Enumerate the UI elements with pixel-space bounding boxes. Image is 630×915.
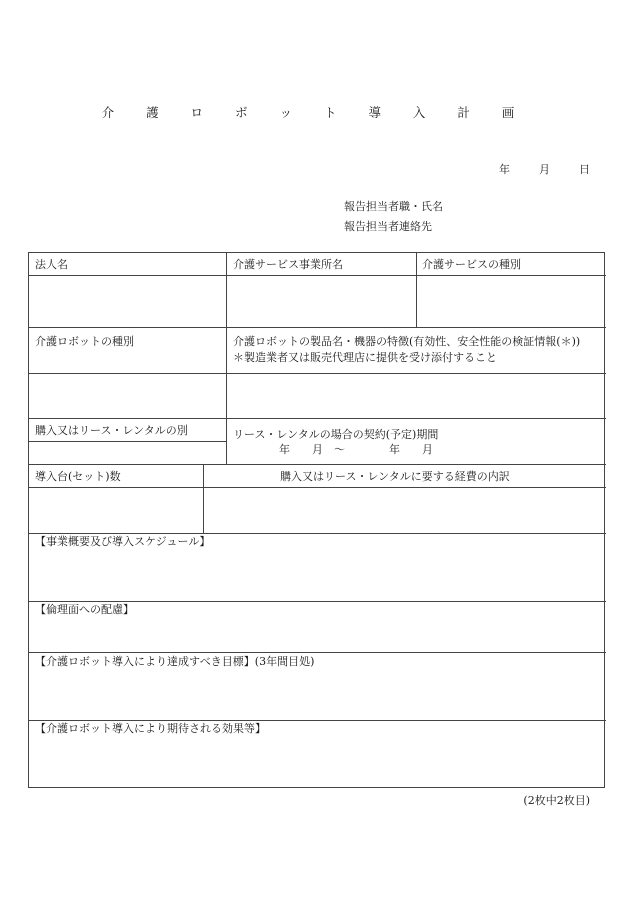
date-line <box>499 161 590 177</box>
row-divider <box>29 487 606 488</box>
col-divider <box>226 253 227 327</box>
robot-product-label: 介護ロボットの製品名・機器の特徴(有効性、安全性能の検証情報(＊)) <box>233 335 581 348</box>
col-divider <box>416 253 417 327</box>
date-year: 年 <box>499 163 510 176</box>
row-divider <box>29 373 606 374</box>
row-divider <box>29 720 606 721</box>
office-name-label: 介護サービス事業所名 <box>233 258 343 271</box>
row-divider <box>29 441 227 442</box>
ethics-label: 【倫理面への配慮】 <box>35 603 134 616</box>
overview-label: 【事業概要及び導入スケジュール】 <box>35 535 211 548</box>
goals-label: 【介護ロボット導入により達成すべき目標】(3年間目処) <box>35 655 315 668</box>
date-month: 月 <box>539 163 550 176</box>
units-count-label: 導入台(セット)数 <box>35 470 121 483</box>
row-divider <box>29 275 606 276</box>
row-divider <box>29 418 606 419</box>
effects-label: 【介護ロボット導入により期待される効果等】 <box>35 722 266 735</box>
row-divider <box>29 327 606 328</box>
purchase-lease-label: 購入又はリース・レンタルの別 <box>35 424 188 437</box>
lease-period-format: 年 月 ～ 年 月 <box>279 443 433 456</box>
service-type-label: 介護サービスの種別 <box>422 258 521 271</box>
row-divider <box>29 601 606 602</box>
page-title: 介 護 ロ ボ ッ ト 導 入 計 画 <box>101 105 529 120</box>
reporter-contact-label: 報告担当者連絡先 <box>344 220 432 233</box>
page-counter: (2枚中2枚目) <box>523 794 590 807</box>
corp-name-label: 法人名 <box>35 258 68 271</box>
robot-product-note: ＊製造業者又は販売代理店に提供を受け添付すること <box>233 351 497 364</box>
row-divider <box>29 464 606 465</box>
date-day: 日 <box>579 163 590 176</box>
plan-form <box>28 252 605 788</box>
cost-breakdown-label: 購入又はリース・レンタルに要する経費の内訳 <box>280 470 510 483</box>
row-divider <box>29 533 606 534</box>
reporter-name-label: 報告担当者職・氏名 <box>344 200 443 213</box>
col-divider <box>226 327 227 464</box>
row-divider <box>29 652 606 653</box>
col-divider <box>203 464 204 533</box>
lease-period-label: リース・レンタルの場合の契約(予定)期間 <box>233 428 439 441</box>
robot-type-label: 介護ロボットの種別 <box>35 335 134 348</box>
